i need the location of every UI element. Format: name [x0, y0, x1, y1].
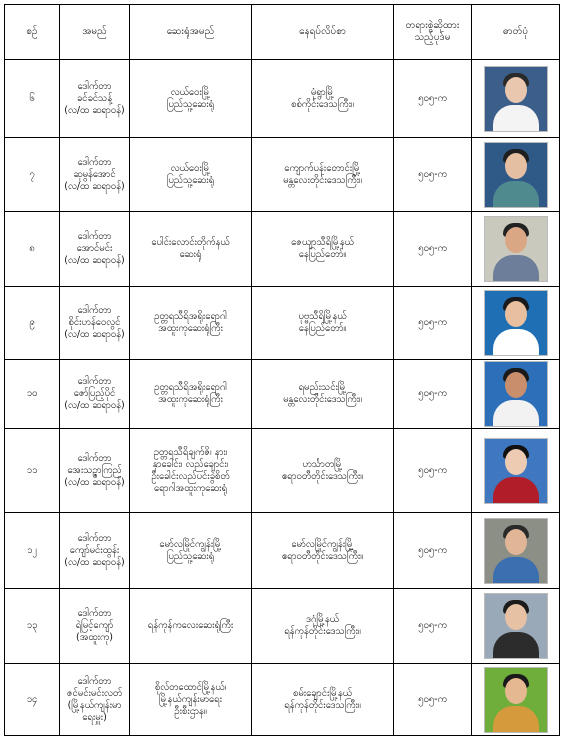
portrait-body	[493, 706, 539, 733]
row-number: ၁၄	[5, 664, 60, 736]
home-address: မော်လမြိုင်ကျွန်းမြို့ ဧရာဝတီတိုင်းဒေသကြီး။	[252, 513, 394, 589]
row-number: ၉	[5, 287, 60, 360]
hospital-name: ပေါင်းလောင်းတိုက်နယ် ဆေးရုံ	[130, 212, 252, 287]
row-number: ၁၂	[5, 513, 60, 589]
photo-cell	[472, 287, 560, 360]
home-address: စမ်းချောင်းမြို့နယ် ရန်ကုန်တိုင်းဒေသကြီး။	[252, 664, 394, 736]
portrait-face	[505, 372, 527, 398]
photo-cell	[472, 589, 560, 664]
portrait-photo	[484, 593, 548, 659]
header-address: နေရပ်လိပ်စာ	[252, 5, 394, 60]
table-row	[5, 429, 560, 513]
doctor-name: ဒေါက်တာ ခင်ခင်သန့် (လ/ထ ဆရာဝန်)	[60, 60, 130, 138]
header-name: အမည်	[60, 5, 130, 60]
row-number: ၈	[5, 212, 60, 287]
table-row	[5, 212, 560, 287]
portrait-photo	[484, 518, 548, 584]
header-section: တရားစွဲဆိုထားသည့်ပုဒ်မ	[394, 5, 472, 60]
home-address: ဒဂုံမြို့နယ် ရန်ကုန်တိုင်းဒေသကြီး။	[252, 589, 394, 664]
header-no: စဉ်	[5, 5, 60, 60]
photo-cell	[472, 60, 560, 138]
table-row	[5, 664, 560, 736]
doctor-name: ဒေါက်တာ ဇော်ပြည့်ပိုင် (လ/ထ ဆရာဝန်)	[60, 360, 130, 429]
portrait-body	[493, 105, 539, 132]
header-photo: ဓာတ်ပုံ	[472, 5, 560, 60]
portrait-photo	[484, 66, 548, 132]
portrait-photo	[484, 667, 548, 733]
portrait-face	[505, 529, 527, 555]
photo-cell	[472, 513, 560, 589]
charge-section: ၅၀၅-က	[394, 664, 472, 736]
hospital-name: လယ်ဝေးမြို့ ပြည်သူ့ဆေးရုံ	[130, 60, 252, 138]
charge-section: ၅၀၅-က	[394, 138, 472, 212]
header-hospital: ဆေးရုံအမည်	[130, 5, 252, 60]
portrait-face	[505, 227, 527, 253]
doctor-name: ဒေါက်တာ ဆုမွန်အောင် (လ/ထ ဆရာဝန်)	[60, 138, 130, 212]
hospital-name: လယ်ဝေးမြို့ ပြည်သူ့ဆေးရုံ	[130, 138, 252, 212]
charge-section: ၅၀၅-က	[394, 287, 472, 360]
portrait-face	[505, 77, 527, 103]
portrait-photo	[484, 290, 548, 356]
home-address: မုံရွာမြို့ စစ်ကိုင်းဒေသကြီး။	[252, 60, 394, 138]
portrait-photo	[484, 142, 548, 208]
row-number: ၇	[5, 138, 60, 212]
hospital-name: ဥတ္တရသီရိချက်ဇိ၊ နား၊ နှာခေါင်း၊ လည်ချောင်း၊ ဦးခေါင်းလည်ပင်းခွဲစိတ် ရောဂါအထူးကုဆေးရုံ	[130, 429, 252, 513]
photo-cell	[472, 664, 560, 736]
table-row	[5, 287, 560, 360]
photo-cell	[472, 138, 560, 212]
doctor-name: ဒေါက်တာ ရဲမြင့်ကျော် (အထူးကု)	[60, 589, 130, 664]
table-row	[5, 60, 560, 138]
home-address: ပုဗ္ဗသီရိမြို့နယ် နေပြည်တော်။	[252, 287, 394, 360]
portrait-face	[505, 301, 527, 327]
row-number: ၁၃	[5, 589, 60, 664]
doctor-name: ဒေါက်တာ ဇင်မင်းမင်းလတ် (မြို့နယ်ကျန်းမာ ရေးမှူး)	[60, 664, 130, 736]
portrait-body	[493, 557, 539, 584]
hospital-name: စိုလ်တထောင်မြို့နယ်၊ မြို့နယ်ကျန်းမာရေး ဦးစီးဌာန။	[130, 664, 252, 736]
portrait-photo	[484, 361, 548, 427]
portrait-face	[505, 604, 527, 630]
photo-cell	[472, 429, 560, 513]
records-table	[4, 4, 560, 736]
doctor-name: ဒေါက်တာ အောင်မင်း (လ/ထ ဆရာဝန်)	[60, 212, 130, 287]
home-address: ကျောက်ပန်းတောင်းမြို့ မန္တလေးတိုင်းဒေသကြီး။	[252, 138, 394, 212]
charge-section: ၅၀၅-က	[394, 429, 472, 513]
doctor-name: ဒေါက်တာ ကျော်မင်းထွန်း (လ/ထ ဆရာဝန်)	[60, 513, 130, 589]
row-number: ၆	[5, 60, 60, 138]
row-number: ၁၁	[5, 429, 60, 513]
charge-section: ၅၀၅-က	[394, 513, 472, 589]
portrait-body	[493, 632, 539, 659]
hospital-name: မော်လမြိုင်ကျွန်းမြို့ ပြည်သူ့ဆေးရုံ	[130, 513, 252, 589]
table-row	[5, 360, 560, 429]
table-row	[5, 513, 560, 589]
hospital-name: ရန်ကုန်ကလေးဆေးရုံကြီး	[130, 589, 252, 664]
home-address: ရမည်းသင်းမြို့ မန္တလေးတိုင်းဒေသကြီး။	[252, 360, 394, 429]
photo-cell	[472, 212, 560, 287]
table-row	[5, 138, 560, 212]
portrait-face	[505, 678, 527, 704]
charge-section: ၅၀၅-က	[394, 60, 472, 138]
portrait-body	[493, 181, 539, 208]
photo-cell	[472, 360, 560, 429]
portrait-body	[493, 255, 539, 282]
charge-section: ၅၀၅-က	[394, 589, 472, 664]
hospital-name: ဥတ္တရသီရိအရိုးရောဂါ အထူးကုဆေးရုံကြီး	[130, 360, 252, 429]
portrait-face	[505, 153, 527, 179]
portrait-body	[493, 400, 539, 427]
table-row	[5, 589, 560, 664]
portrait-body	[493, 477, 539, 504]
home-address: ဇေယျာသီရိမြို့နယ် နေပြည်တော်။	[252, 212, 394, 287]
doctor-name: ဒေါက်တာ အေးသဉ္ဇာကြည် (လ/ထ ဆရာဝန်)	[60, 429, 130, 513]
portrait-photo	[484, 216, 548, 282]
charge-section: ၅၀၅-က	[394, 212, 472, 287]
portrait-photo	[484, 438, 548, 504]
home-address: ဟင်္သာတမြို့ ဧရာဝတီတိုင်းဒေသကြီး။	[252, 429, 394, 513]
portrait-face	[505, 449, 527, 475]
header-row	[5, 5, 560, 60]
charge-section: ၅၀၅-က	[394, 360, 472, 429]
hospital-name: ဥတ္တရသီရိအရိုးရောဂါ အထူးကုဆေးရုံကြီး	[130, 287, 252, 360]
row-number: ၁၀	[5, 360, 60, 429]
portrait-body	[493, 329, 539, 356]
doctor-name: ဒေါက်တာ စိုင်းဟန်ဝေလွင် (လ/ထ ဆရာဝန်)	[60, 287, 130, 360]
